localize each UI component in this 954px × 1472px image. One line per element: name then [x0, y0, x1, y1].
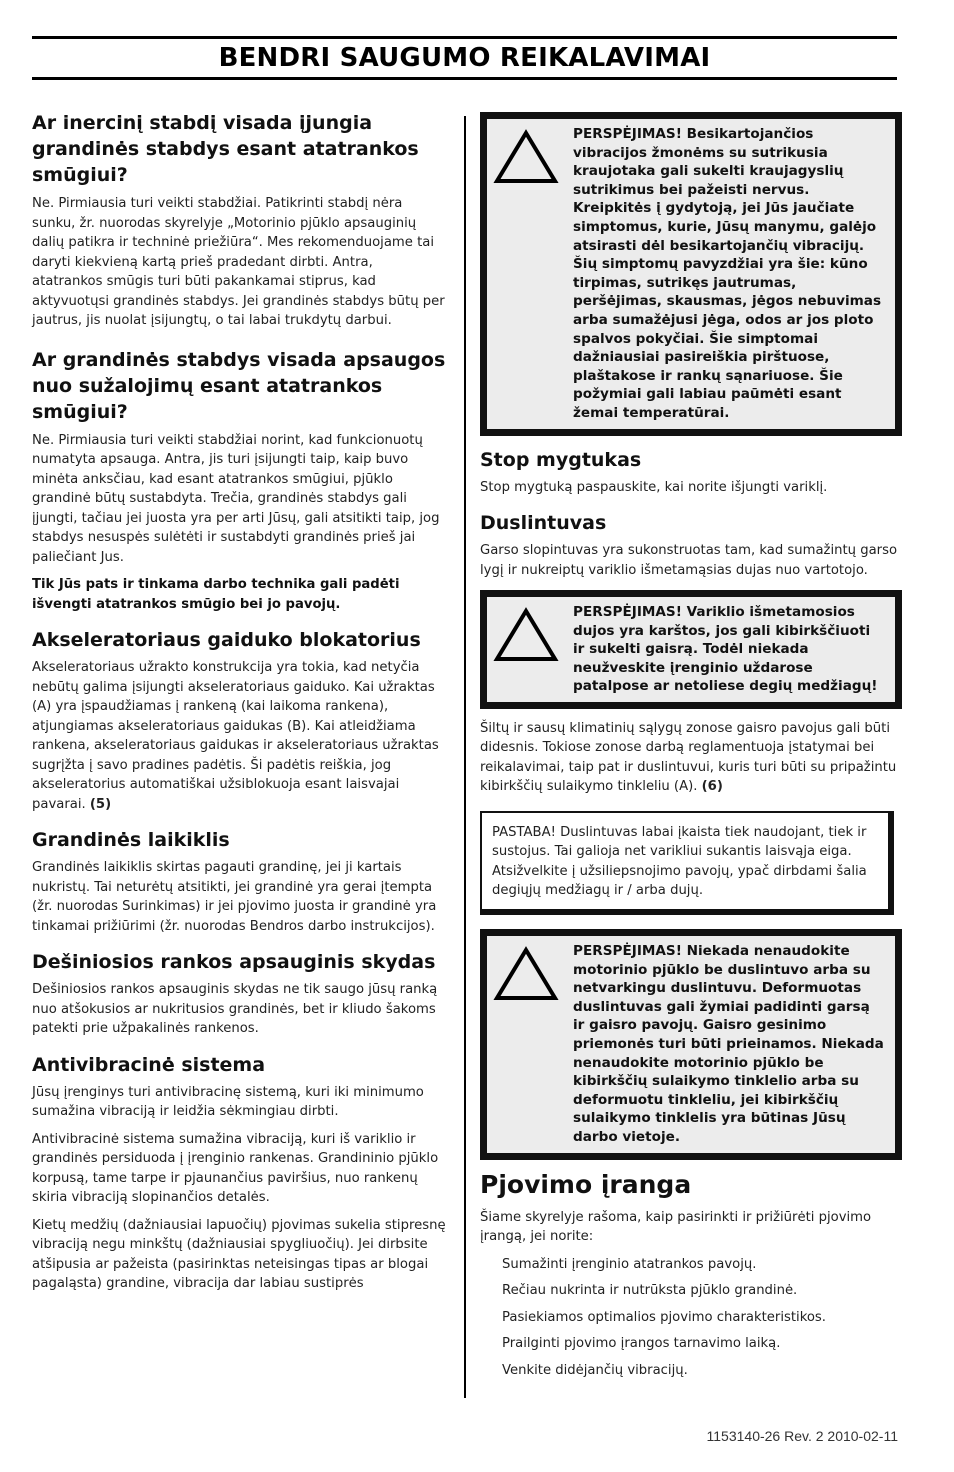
paragraph-antivibration-3: Kietų medžių (dažniausiai lapuočių) pjovimas sukelia stipresnę vibraciją negu minkštų (dažniausiai spygliuočių). Jei dirbsite atšipusia ar pažeista (pasirinktas neteisingas tipas ar blogai pagaląsta) grandine, vibracija dar labiau sustiprės [32, 1217, 446, 1291]
note-box-muffler-hot [480, 811, 894, 915]
paragraph-inertia-brake: Ne. Pirmiausia turi veikti stabdžiai. Patikrinti stabdį nėra sunku, žr. nuorodas skyrelyje „Motorinio pjūklo apsauginių dalių patikra ir techninė priežiūra“. Mes rekomenduojame tai daryti kiekvieną kartą prieš pradedant dirbti. Antra, atatrankos smūgis turi būti pakankamai stiprus, kad aktyvuotųsi grandinės stabdys. Jei grandinės stabdys būtų per jautrus, jis nuolat įsijungtų, o tai labai trukdytų darbui. [32, 196, 445, 328]
spark-arrestor-text: Šiltų ir sausų klimatinių sąlygų zonose gaisro pavojus gali būti didesnis. Tokiose zonose darbą reglamentuoja įstatymai bei reikalavimai, taip pat ir duslintuvui, kuris turi būti su pripažintu kibirkščių sulaikymo tinkleliu (A). [480, 720, 897, 795]
paragraph-spark-arrestor [480, 719, 902, 797]
paragraph-throttle-lockout [32, 658, 446, 814]
footer-doc-id: 1153140-26 Rev. 2 2010-02-11 [706, 1428, 898, 1444]
paragraph-kickback-note: Tik Jūs pats ir tinkama darbo technika gali padėti išvengti atatrankos smūgio bei jo pavojų. [32, 577, 400, 612]
page-title: BENDRI SAUGUMO REIKALAVIMAI [218, 43, 711, 73]
section-heading-cutting-equipment: Pjovimo įranga [480, 1169, 692, 1199]
list-item: Prailginti pjovimo įrangos tarnavimo laiką. [502, 1336, 781, 1351]
section-heading-right-hand-guard: Dešiniosios rankos apsauginis skydas [32, 951, 436, 973]
warning-triangle-icon [493, 125, 571, 423]
page-header [32, 36, 897, 80]
cutting-goals-list [480, 1255, 902, 1381]
list-item: Venkite didėjančių vibracijų. [502, 1362, 688, 1378]
list-item: Rečiau nukrinta ir nutrūksta pjūklo grandinė. [502, 1283, 798, 1298]
paragraph-muffler: Garso slopintuvas yra sukonstruotas tam, kad sumažintų garso lygį ir nukreiptų variklio išmetamąsias dujas nuo vartotojo. [480, 543, 898, 578]
paragraph-chain-catcher: Grandinės laikiklis skirtas pagauti grandinę, jei ji kartais nukristų. Tai neturėtų atsitikti, jei grandinė yra gerai įtempta (žr. nuorodas Surinkimas) ir jei pjovimo juosta ir grandinė yra tinkamai prižiūrimi (žr. nuorodas Bendros darbo instrukcijos). [32, 860, 437, 934]
section-heading-antivibration: Antivibracinė sistema [32, 1053, 266, 1076]
warning-box-vibration [480, 112, 902, 436]
warning-box-exhaust [480, 590, 902, 709]
list-item: Pasiekiamos optimalios pjovimo charakteristikos. [502, 1309, 826, 1325]
warning-text-vibration: PERSPĖJIMAS! Besikartojančios vibracijos žmonėms su sutrikusia kraujotaka gali sukelti kraujagyslių sutrikimus bei pažeisti nervus. Kreipkitės į gydytoją, jei Jūs jaučiate simptomus, kurie, Jūsų manymu, galėjo atsirasti dėl besikartojančių vibracijų. Šių simptomų pavyzdžiai yra šie: kūno tirpimas, sutrikęs jautrumas, peršėjimas, skausmas, jėgos nebuvimas arba sumažėjusi jėga, odos ar jos ploto spalvos pokyčiai. Šie simptomai dažniausiai pasireiškia pirštuose, plaštakose ir rankų sąnariuose. Šie požymiai gali labiau paūmėti esant žemai temperatūrai. [573, 126, 882, 421]
throttle-lockout-text: Akseleratoriaus užrakto konstrukcija yra tokia, kad netyčia nebūtų galima įsijungti akseleratoriaus gaiduko. Kai užraktas (A) yra įspaudžiamas į rankeną (kai laikoma rankena), atjungiamas akseleratoriaus gaidukas (B). Kai atleidžiama rankena, akseleratoriaus gaidukas ir akseleratoriaus užraktas sugrįžta į savo pradines padėtis. Ši padėtis reiškia, jog akseleratorius automatiškai užsiblokuoja esant laisvajai pavarai. [32, 660, 439, 812]
section-heading-throttle-lockout: Akseleratoriaus gaiduko blokatorius [32, 629, 421, 651]
section-heading-muffler: Duslintuvas [480, 512, 607, 534]
figure-ref-6: (6) [701, 779, 723, 795]
paragraph-right-hand-guard: Dešiniosios rankos apsauginis skydas ne tik saugo jūsų ranką nuo atšokusios ar nukritusios grandinės, bet ir kliudo šakoms patekti prie užpakalinės rankenos. [32, 982, 438, 1036]
paragraph-stop-button: Stop mygtuką paspauskite, kai norite išjungti variklį. [480, 479, 828, 495]
section-heading-chain-catcher: Grandinės laikiklis [32, 829, 230, 851]
note-text-muffler-hot: PASTABA! Duslintuvas labai įkaista tiek naudojant, tiek ir sustojus. Tai galioja net varikliui sukantis laisvąja eiga. Atsižvelkite į užsiliepsnojimo pavojų, ypač dirbdami šalia degiųjų medžiagų ir / arba dujų. [492, 824, 867, 899]
paragraph-antivibration-2: Antivibracinė sistema sumažina vibraciją, kuri iš variklio ir grandinės persiduoda į įrenginio rankenas. Grandininio pjūklo korpusą, tame tarpe ir pjaunančius paviršius, nuo rankenų skiria vibraciją slopinančios detalės. [32, 1131, 439, 1205]
warning-triangle-icon [493, 603, 571, 696]
left-column [32, 110, 446, 1302]
section-heading-stop-button: Stop mygtukas [480, 448, 642, 471]
warning-triangle-icon [493, 942, 571, 1147]
figure-ref-5: (5) [89, 796, 112, 812]
paragraph-cutting-intro: Šiame skyrelyje rašoma, kaip pasirinkti ir prižiūrėti pjovimo įrangą, jei norite: [480, 1209, 872, 1244]
section-heading-chain-brake-protection: Ar grandinės stabdys visada apsaugos nuo sužalojimų esant atatrankos smūgiui? [32, 348, 446, 423]
warning-box-muffler [480, 929, 902, 1160]
column-divider [464, 116, 466, 1398]
paragraph-antivibration-1: Jūsų įrenginys turi antivibracinę sistemą, kuri iki minimumo sumažina vibraciją ir leidžia sėkmingiau dirbti. [32, 1084, 424, 1119]
list-item: Sumažinti įrenginio atatrankos pavojų. [502, 1256, 757, 1272]
right-column [480, 112, 902, 1387]
warning-text-exhaust: PERSPĖJIMAS! Variklio išmetamosios dujos yra karštos, jos gali kibirkščiuoti ir sukelti gaisrą. Todėl niekada neužveskite įrenginio uždarose patalpose ar netoliese degių medžiagų! [573, 604, 878, 695]
warning-text-muffler: PERSPĖJIMAS! Niekada nenaudokite motorinio pjūklo be duslintuvo arba su netvarkingu duslintuvu. Deformuotas duslintuvas gali žymiai padidinti garsą ir gaisro pavojų. Gaisro gesinimo priemonės turi būti prieinamos. Niekada nenaudokite motorinio pjūklo be kibirkščių sulaikymo tinklelio arba su deformuotu tinkleliu, jei kibirkščių sulaikymo tinklelis yra būtinas Jūsų darbo vietoje. [573, 942, 884, 1145]
paragraph-chain-brake-protection: Ne. Pirmiausia turi veikti stabdžiai norint, kad funkcionuotų numatyta apsauga. Antra, jis turi įsijungti taip, kaip buvo minėta anksčiau, kad esant atatrankos smūgiui, pjūklo grandinė būtų sustabdyta. Trečia, grandinės stabdys gali įjungti, tačiau jei juosta yra per arti Jūsų, gali atsitikti taip, jog stabdys nesuspės sulėtėti ir sustabdyti grandinės prieš jai paliečiant Jus. [32, 432, 440, 565]
section-heading-inertia-brake: Ar inercinį stabdį visada įjungia grandinės stabdys esant atatrankos smūgiui? [32, 112, 419, 186]
